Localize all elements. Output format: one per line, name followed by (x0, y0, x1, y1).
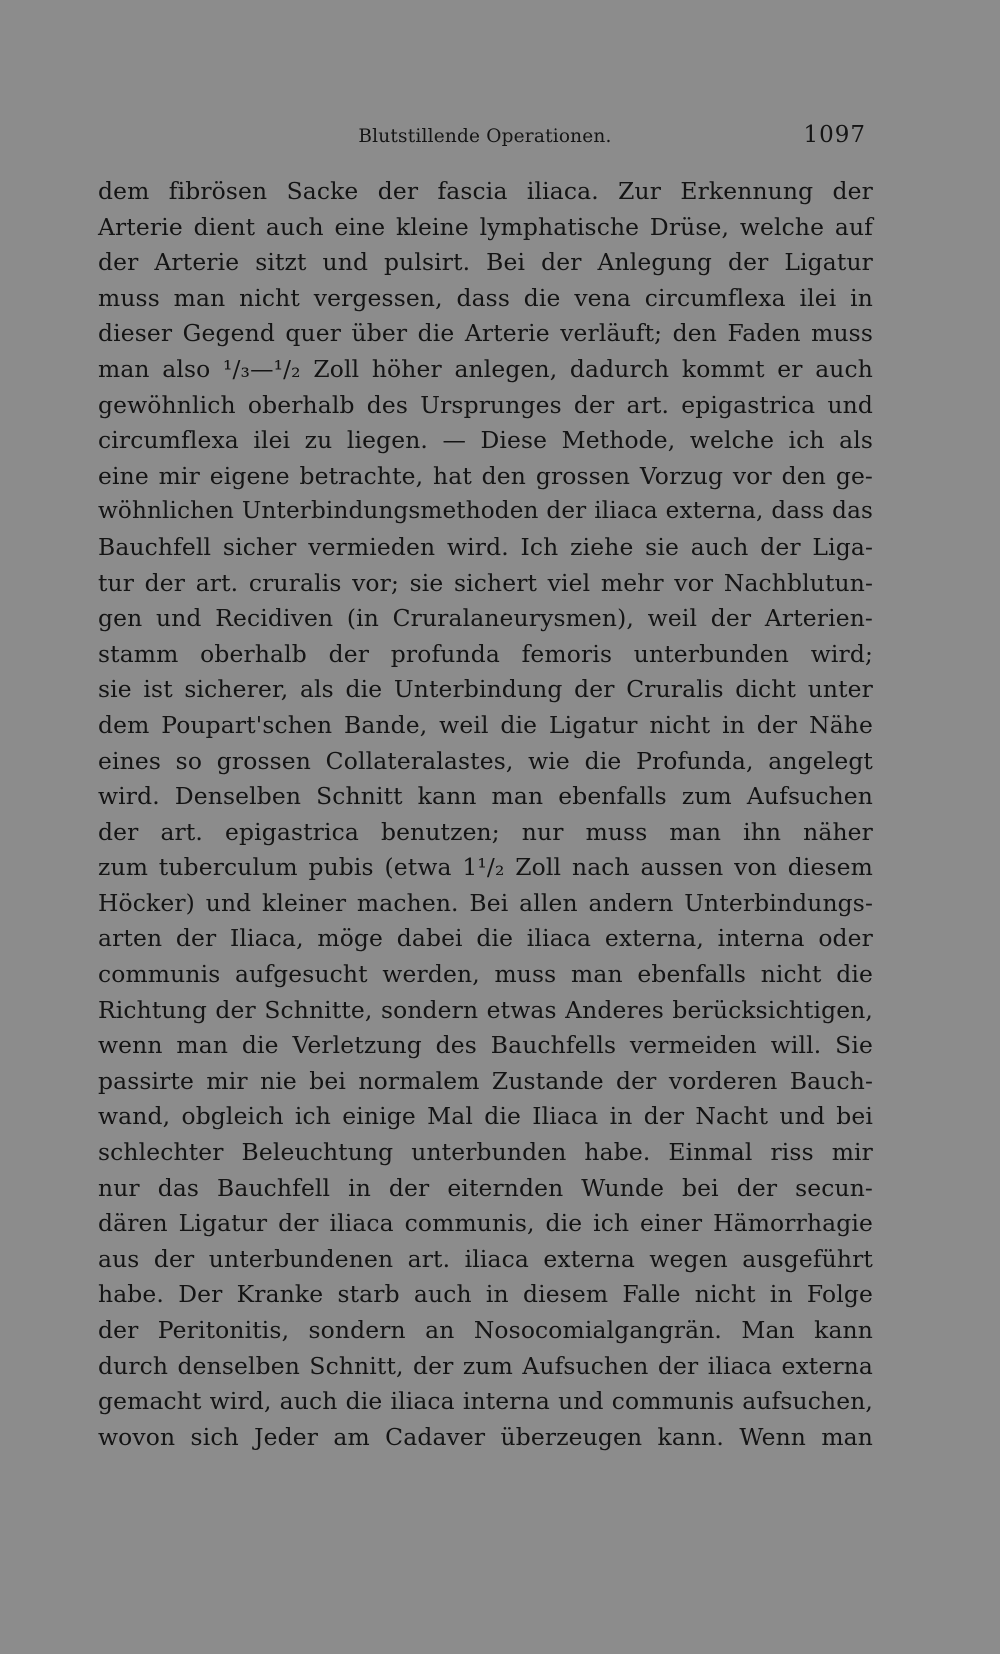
text-line: eines so grossen Collateralastes, wie die Profunda, angelegt (98, 746, 873, 775)
text-line: dieser Gegend quer über die Arterie verläuft; den Faden muss (98, 319, 873, 348)
text-line: der Arterie sitzt und pulsirt. Bei der Anlegung der Ligatur (98, 248, 873, 277)
text-line: dären Ligatur der iliaca communis, die ich einer Hämorrhagie (98, 1209, 873, 1238)
text-line: tur der art. cruralis vor; sie sichert viel mehr vor Nachblutun- (98, 568, 873, 597)
text-line: der Peritonitis, sondern an Nosocomialgangrän. Man kann (98, 1316, 873, 1344)
text-line: Richtung der Schnitte, sondern etwas Anderes berücksichtigen, (98, 995, 873, 1024)
text-line: arten der Iliaca, möge dabei die iliaca externa, interna oder (98, 924, 873, 953)
text-line: wenn man die Verletzung des Bauchfells vermeiden will. Sie (98, 1031, 873, 1060)
text-line: Bauchfell sicher vermieden wird. Ich ziehe sie auch der Liga- (98, 532, 873, 561)
text-line: eine mir eigene betrachte, hat den grossen Vorzug vor den ge- (98, 461, 873, 490)
text-line: durch denselben Schnitt, der zum Aufsuchen der iliaca externa (98, 1351, 873, 1380)
text-line: circumflexa ilei zu liegen. — Diese Methode, welche ich als (98, 426, 873, 455)
text-line: habe. Der Kranke starb auch in diesem Falle nicht in Folge (98, 1280, 873, 1309)
text-line: wird. Denselben Schnitt kann man ebenfalls zum Aufsuchen (98, 782, 873, 811)
text-line: gewöhnlich oberhalb des Ursprunges der art. epigastrica und (98, 390, 873, 419)
text-line: Arterie dient auch eine kleine lymphatische Drüse, welche auf (98, 212, 873, 241)
body-text (98, 174, 873, 1455)
text-line: der art. epigastrica benutzen; nur muss man ihn näher (98, 817, 873, 846)
text-line: stamm oberhalb der profunda femoris unterbunden wird; (98, 639, 873, 668)
running-head-title: Blutstillende Operationen. (358, 126, 612, 147)
text-line: gen und Recidiven (in Cruralaneurysmen), weil der Arterien- (98, 604, 873, 633)
text-line: dem fibrösen Sacke der fascia iliaca. Zur Erkennung der (98, 177, 873, 205)
text-line: communis aufgesucht werden, muss man ebenfalls nicht die (98, 960, 873, 989)
text-line: nur das Bauchfell in der eiternden Wunde bei der secun- (98, 1173, 873, 1202)
text-line: wand, obgleich ich einige Mal die Iliaca in der Nacht und bei (98, 1102, 873, 1131)
text-line: man also ¹/₃—¹/₂ Zoll höher anlegen, dadurch kommt er auch (98, 354, 873, 383)
text-line: aus der unterbundenen art. iliaca externa wegen ausgeführt (98, 1244, 873, 1273)
page-number: 1097 (803, 122, 866, 148)
text-line: zum tuberculum pubis (etwa 1¹/₂ Zoll nach aussen von diesem (98, 853, 873, 882)
text-line: gemacht wird, auch die iliaca interna und communis aufsuchen, (98, 1387, 873, 1416)
text-line: sie ist sicherer, als die Unterbindung der Cruralis dicht unter (98, 675, 873, 704)
text-line: muss man nicht vergessen, dass die vena circumflexa ilei in (98, 283, 873, 312)
running-head (100, 122, 870, 152)
text-line: schlechter Beleuchtung unterbunden habe. Einmal riss mir (98, 1138, 873, 1167)
text-line: passirte mir nie bei normalem Zustande der vorderen Bauch- (98, 1066, 873, 1095)
text-line: Höcker) und kleiner machen. Bei allen andern Unterbindungs- (98, 888, 873, 917)
text-line: wovon sich Jeder am Cadaver überzeugen kann. Wenn man (98, 1422, 873, 1451)
text-line: dem Poupart'schen Bande, weil die Ligatur nicht in der Nähe (98, 710, 873, 739)
text-line: wöhnlichen Unterbindungsmethoden der iliaca externa, dass das (98, 498, 873, 525)
